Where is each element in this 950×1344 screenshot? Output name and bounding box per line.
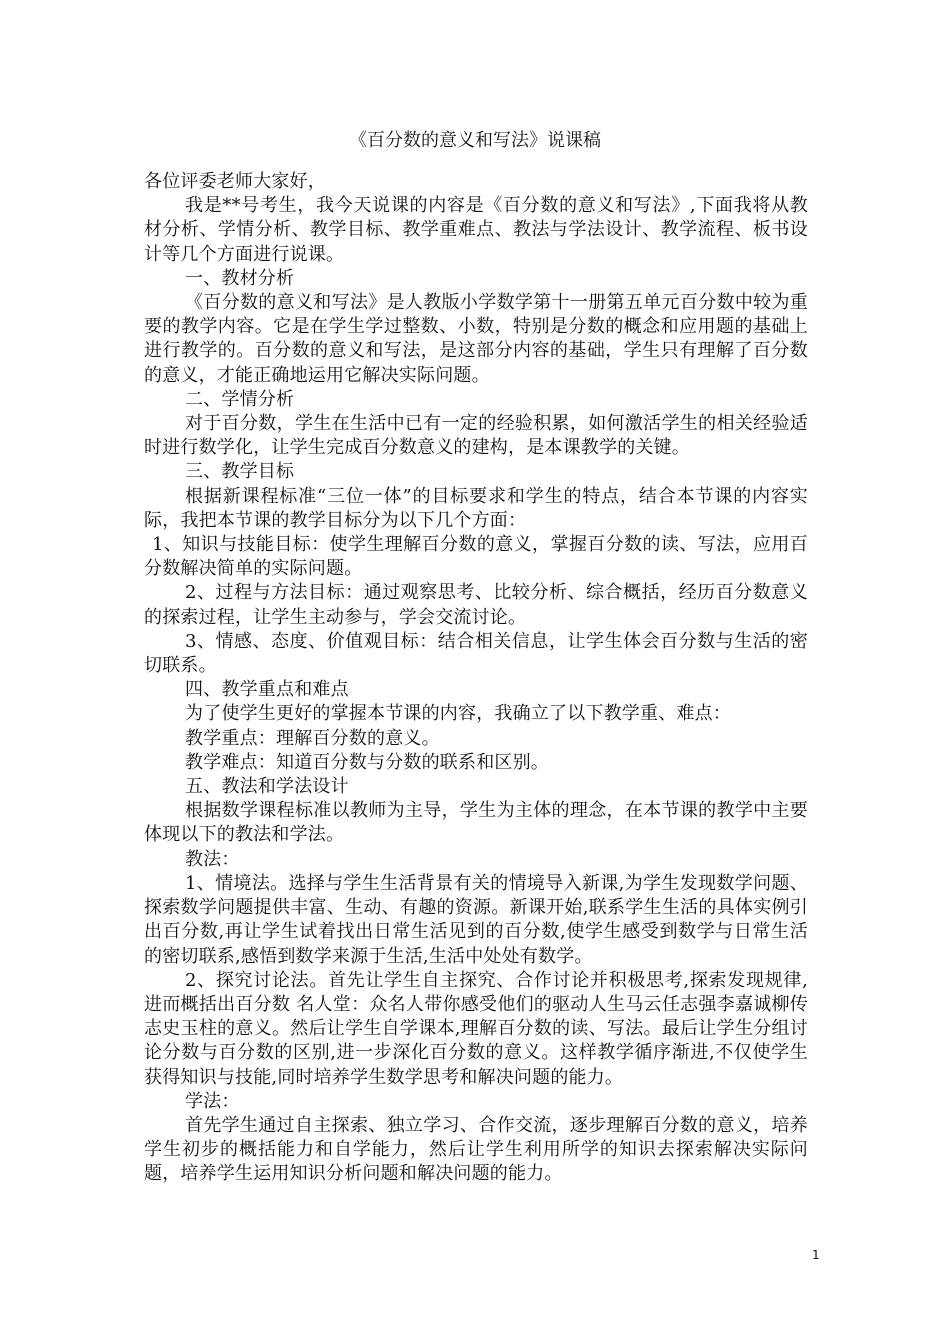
paragraph: 教学重点：理解百分数的意义。 <box>185 727 440 749</box>
paragraph: 我是**号考生，我今天说课的内容是《百分数的意义和写法》,下面我将从教材分析、学情分析、教学目标、教学重难点、教法与学法设计、教学流程、板书设计等几个方面进行说课。 <box>144 195 808 265</box>
paragraph: 二、学情分析 <box>185 388 295 410</box>
paragraph: 1、情境法。选择与学生生活背景有关的情境导入新课,为学生发现数学问题、探索数学问题提供丰富、生动、有趣的资源。新课开始,联系学生生活的具体实例引出百分数,再让学生试着找出日常生活见到的百分数,使学生感受到数学与日常生活的密切联系,感悟到数学来源于生活,生活中处处有数学。 <box>144 872 808 967</box>
paragraph: 为了使学生更好的掌握本节课的内容，我确立了以下教学重、难点： <box>185 703 731 725</box>
paragraph: 首先学生通过自主探索、独立学习、合作交流，逐步理解百分数的意义，培养学生初步的概括能力和自学能力，然后让学生利用所学的知识去探索解决实际问题，培养学生运用知识分析问题和解决问题的能力。 <box>144 1114 808 1185</box>
paragraph: 五、教法和学法设计 <box>185 776 349 798</box>
paragraph: 教法： <box>185 848 240 870</box>
paragraph: 各位评委老师大家好， <box>144 171 326 192</box>
paragraph: 3、情感、态度、价值观目标：结合相关信息，让学生体会百分数与生活的密切联系。 <box>144 630 808 677</box>
paragraph: 1、知识与技能目标：使学生理解百分数的意义，掌握百分数的读、写法，应用百分数解决简单的实际问题。 <box>144 534 808 580</box>
paragraph: 2、探究讨论法。首先让学生自主探究、合作讨论并积极思考,探索发现规律,进而概括出百分数 名人堂：众名人带你感受他们的驱动人生马云任志强李嘉诚柳传志史玉柱的意义。然后让学生自学课本,理解百分数的读、写法。最后让学生分组讨论分数与百分数的区别,进一步深化百分数的意义。这样教学循序渐进,不仅使学生获得知识与技能,同时培养学生数学思考和解决问题的能力。 <box>144 969 808 1088</box>
document-body <box>144 170 808 1187</box>
paragraph: 根据数学课程标准以教师为主导，学生为主体的理念，在本节课的教学中主要体现以下的教法和学法。 <box>144 800 808 846</box>
paragraph: 对于百分数，学生在生活中已有一定的经验积累，如何激活学生的相关经验适时进行数学化，让学生完成百分数意义的建构，是本课教学的关键。 <box>144 413 808 459</box>
paragraph: 根据新课程标准“三位一体”的目标要求和学生的特点，结合本节课的内容实际，我把本节课的教学目标分为以下几个方面： <box>144 485 808 531</box>
paragraph: 四、教学重点和难点 <box>185 679 349 701</box>
page-number: 1 <box>812 1248 820 1262</box>
paragraph: 教学难点：知道百分数与分数的联系和区别。 <box>185 751 549 773</box>
paragraph: 一、教材分析 <box>185 267 295 289</box>
paragraph: 《百分数的意义和写法》是人教版小学数学第十一册第五单元百分数中较为重要的教学内容。它是在学生学过整数、小数，特别是分数的概念和应用题的基础上进行教学的。百分数的意义和写法，是这部分内容的基础，学生只有理解了百分数的意义，才能正确地运用它解决实际问题。 <box>144 292 808 386</box>
paragraph: 学法： <box>185 1090 240 1112</box>
document-title: 《百分数的意义和写法》说课稿 <box>349 130 601 151</box>
paragraph: 三、教学目标 <box>185 461 295 483</box>
paragraph: 2、过程与方法目标：通过观察思考、比较分析、综合概括，经历百分数意义的探索过程，让学生主动参与，学会交流讨论。 <box>144 582 808 628</box>
